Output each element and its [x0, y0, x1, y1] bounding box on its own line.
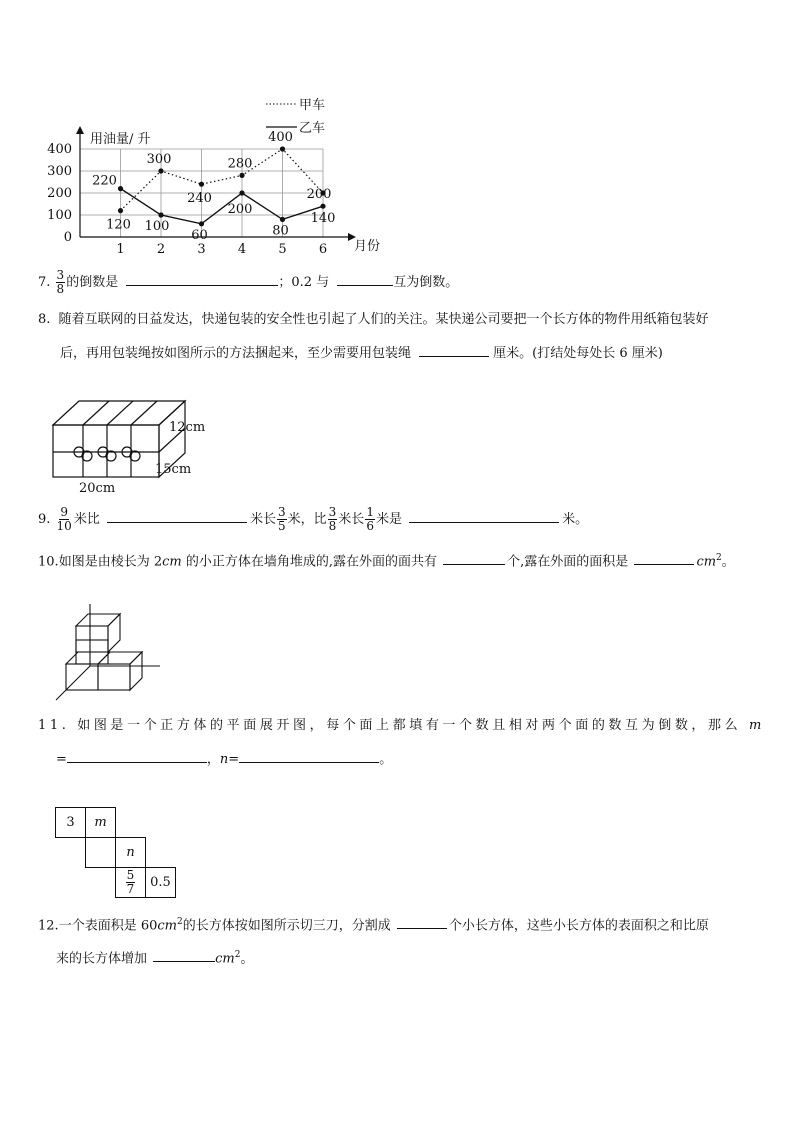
q8-label-width: 15cm: [155, 462, 192, 477]
q9-frac3-den: 8: [328, 519, 337, 533]
question-7: [38, 269, 458, 296]
q11-var-n: n: [219, 752, 229, 767]
x-tick-label: 1: [116, 242, 125, 257]
q7-text-2: ；0.2 与: [278, 275, 330, 290]
q12-text-1: 一个表面积是: [58, 918, 137, 934]
q9-frac4-den: 6: [366, 519, 374, 533]
question-8-line-1: [38, 310, 709, 330]
q9-number: 9.: [38, 512, 51, 527]
x-tick-label: 6: [318, 242, 328, 257]
q9-frac2-num: 3: [278, 505, 286, 519]
q7-text-3: 互为倒数。: [393, 275, 459, 290]
net-cell-frac: [126, 869, 136, 896]
data-label: 240: [187, 191, 212, 207]
question-12-line-1: [38, 912, 709, 936]
q8-box-figure: [45, 395, 225, 495]
q8-label-length: 20cm: [79, 481, 116, 495]
y-axis-arrow: [76, 126, 84, 134]
x-tick-label: 3: [197, 242, 206, 257]
q11-comma: ，: [206, 752, 220, 767]
q9-fraction-4: [365, 506, 375, 533]
q9-fraction-2: [277, 506, 287, 533]
question-12-line-2: [56, 945, 254, 969]
q11-end: 。: [379, 752, 393, 767]
q10-text-3: 个,露在外面的面积是: [507, 554, 629, 570]
x-tick-label: 5: [278, 242, 287, 257]
q8-answer-blank[interactable]: [419, 342, 489, 357]
q8-number: 8.: [38, 312, 51, 327]
q11-eq-1: =: [56, 752, 67, 767]
q10-unit: cm: [162, 554, 182, 570]
question-11-line-2: [56, 748, 392, 770]
q10-answer-blank-1[interactable]: [443, 550, 505, 565]
data-label: 280: [227, 156, 253, 172]
data-point: [239, 190, 244, 195]
data-label: 80: [272, 223, 289, 239]
q10-unit-sup: 2: [716, 553, 722, 563]
q12-end: 。: [240, 951, 254, 967]
q12-number: 12.: [38, 918, 59, 934]
y-tick-label: 300: [47, 164, 72, 179]
net-cell-m-text: m: [94, 815, 107, 830]
fuel-usage-line-chart: [0, 0, 792, 262]
q9-text-2: 米长: [249, 512, 276, 527]
net-frac-num: 5: [126, 868, 135, 882]
x-tick-label: 2: [156, 242, 166, 257]
q11-cube-net: [55, 807, 180, 899]
data-point: [158, 168, 163, 173]
q11-answer-blank-m[interactable]: [67, 748, 207, 763]
q7-answer-blank-2[interactable]: [337, 271, 393, 286]
q11-answer-blank-n[interactable]: [239, 748, 379, 763]
data-point: [280, 146, 285, 151]
question-9: [38, 506, 588, 533]
q10-stacked-cubes-figure: [50, 600, 170, 710]
q9-frac1-num: 9: [60, 505, 68, 519]
data-label: 200: [306, 187, 332, 202]
q8-text-line-2b: 厘米。(打结处每处长 6 厘米): [493, 346, 663, 361]
data-label: 400: [268, 130, 293, 145]
q11-var-m: m: [748, 718, 765, 733]
q10-answer-blank-2[interactable]: [634, 550, 694, 565]
net-cell-fraction: [115, 867, 146, 898]
data-label: 140: [310, 211, 336, 227]
q12-text-2: 的长方体按如图所示切三刀，分割成: [182, 918, 391, 934]
y-axis-label: 用油量/ 升: [90, 132, 151, 147]
q11-text: 如图是一个正方体的平面展开图，每个面上都填有一个数且相对两个面的数互为倒数，那么: [77, 718, 742, 733]
net-cell-3: [55, 807, 86, 838]
q9-text-6: 米。: [562, 512, 589, 527]
q10-end: 。: [721, 554, 735, 570]
data-point: [118, 208, 123, 213]
data-point: [320, 204, 325, 209]
q12-unit: cm: [157, 918, 177, 934]
data-label: 300: [146, 152, 172, 167]
q9-frac3-num: 3: [328, 505, 337, 519]
data-label: 220: [92, 173, 117, 189]
data-label: 200: [227, 202, 253, 217]
q8-text-line-1: 随着互联网的日益发达，快递包装的安全性也引起了人们的关注。某快递公司要把一个长方体的物件用纸箱包装好: [58, 312, 709, 327]
question-10: [38, 548, 735, 572]
q9-text-4: 米长: [338, 512, 365, 527]
x-tick-label: 4: [237, 242, 247, 257]
q12-text-3: 个小长方体，这些小长方体的表面积之和比原: [448, 918, 709, 934]
q7-fraction: [56, 269, 66, 296]
data-point: [199, 182, 204, 187]
legend-label-jia: 甲车: [299, 98, 326, 113]
y-tick-label: 400: [47, 142, 72, 157]
q9-answer-blank-2[interactable]: [409, 508, 559, 523]
q9-text-3: 米，比: [287, 512, 327, 527]
q12-answer-blank-1[interactable]: [397, 914, 447, 929]
question-11-line-1: [38, 716, 765, 736]
q10-unit-2: cm: [696, 554, 717, 570]
data-point: [280, 217, 285, 222]
q9-frac2-den: 5: [278, 519, 286, 533]
q10-number: 10.: [38, 554, 59, 570]
q7-answer-blank-1[interactable]: [126, 271, 278, 286]
data-point: [158, 212, 163, 217]
q7-frac-num: 3: [56, 268, 65, 282]
q10-text-2: 的小正方体在墙角堆成的,露在外面的面共有: [185, 554, 438, 570]
net-cell-blank: [85, 837, 116, 868]
legend-label-yi: 乙车: [299, 121, 326, 136]
q9-fraction-3: [328, 506, 338, 533]
q10-edge-value: 2: [153, 554, 163, 570]
q7-frac-den: 8: [56, 282, 65, 296]
q12-text-line-2: 来的长方体增加: [56, 951, 148, 967]
q12-answer-blank-2[interactable]: [153, 947, 215, 962]
data-label: 100: [144, 219, 170, 234]
net-cell-0-5: [145, 867, 176, 898]
y-tick-label: 100: [47, 208, 72, 223]
q12-unit-2-sup: 2: [234, 950, 241, 960]
q10-text-1: 如图是由棱长为: [58, 554, 150, 570]
q7-text-1: 的倒数是: [66, 275, 119, 290]
y-tick-label: 0: [63, 230, 72, 245]
q9-answer-blank-1[interactable]: [107, 508, 247, 523]
q8-label-height: 12cm: [169, 420, 206, 435]
data-label: 120: [106, 217, 131, 233]
net-cell-n-text: n: [126, 845, 135, 860]
net-frac-den: 7: [126, 882, 135, 896]
data-point: [199, 221, 204, 226]
data-point: [118, 186, 123, 191]
data-point: [239, 173, 244, 178]
q11-number: 11.: [38, 718, 70, 733]
q11-eq-2: =: [228, 752, 240, 767]
net-cell-m: [85, 807, 116, 838]
q9-text-5: 米是: [375, 512, 402, 527]
q9-frac1-den: 10: [56, 519, 72, 533]
q9-frac4-num: 1: [366, 505, 374, 519]
q7-number: 7.: [38, 275, 51, 290]
net-cell-3-text: 3: [66, 815, 75, 830]
q12-unit-2: cm: [215, 951, 235, 967]
q9-fraction-1: [56, 506, 73, 533]
q9-text-1: 米比: [73, 512, 100, 527]
x-axis-label: 月份: [354, 239, 381, 254]
net-cell-0-5-text: 0.5: [150, 875, 171, 890]
net-cell-n: [115, 837, 146, 868]
y-tick-label: 200: [47, 186, 72, 201]
q8-text-line-2a: 后，再用包装绳按如图所示的方法捆起来，至少需要用包装绳: [60, 346, 412, 361]
q12-unit-sup: 2: [177, 917, 183, 927]
question-8-line-2: [60, 342, 663, 364]
data-label: 60: [191, 227, 208, 243]
q12-value: 60: [140, 918, 158, 934]
